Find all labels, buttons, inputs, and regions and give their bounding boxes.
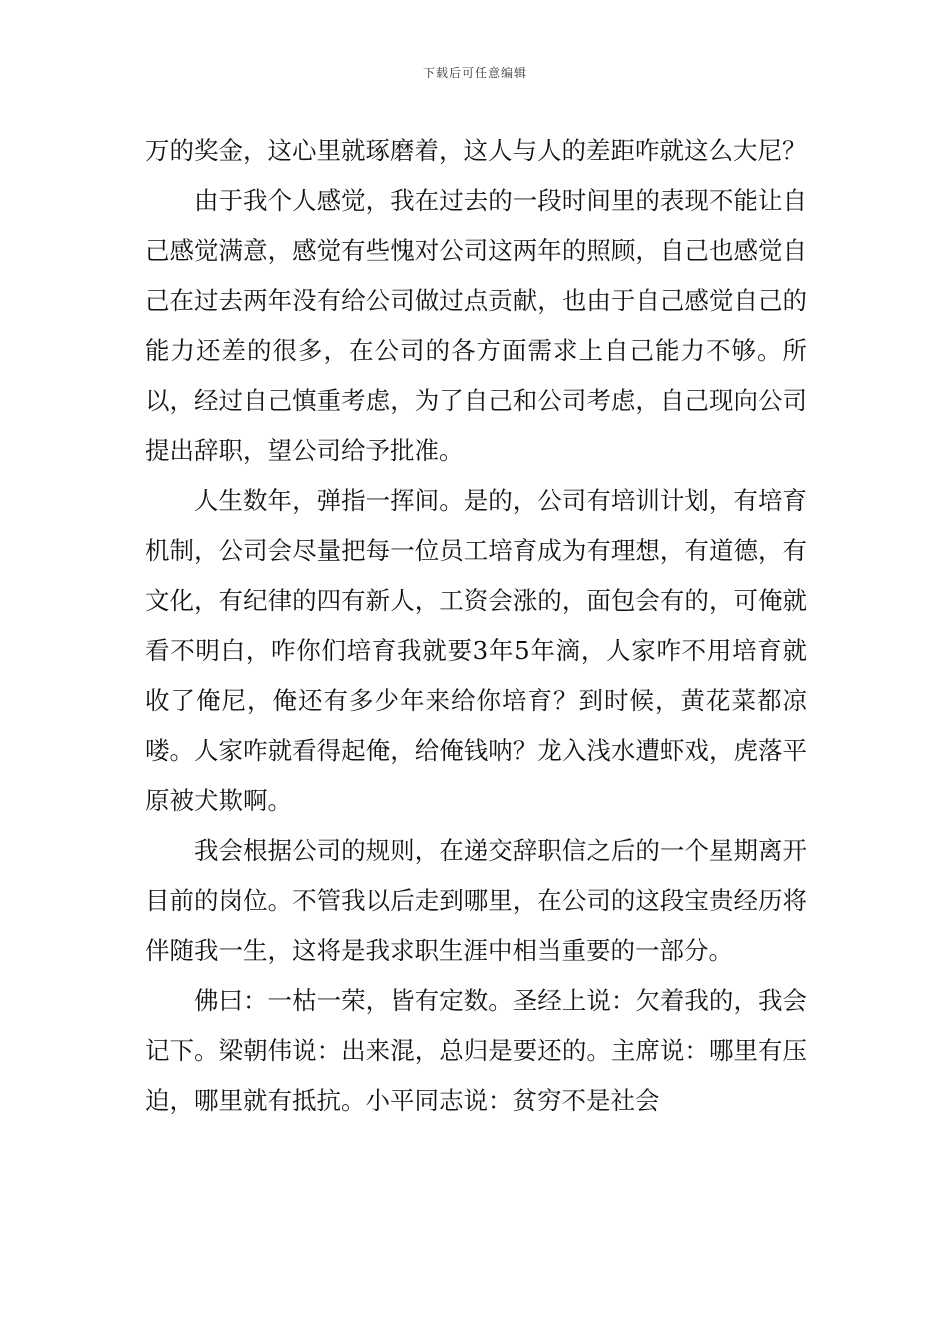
paragraph-2: 由于我个人感觉，我在过去的一段时间里的表现不能让自己感觉满意，感觉有些愧对公司这两年的照顾，自己也感觉自己在过去两年没有给公司做过点贡献，也由于自己感觉自己的能力还差的很多，在公司的各方面需求上自己能力不够。所以，经过自己慎重考虑，为了自己和公司考虑，自己现向公司提出辞职，望公司给予批准。	[145, 186, 807, 465]
paragraph-4: 我会根据公司的规则，在递交辞职信之后的一个星期离开目前的岗位。不管我以后走到哪里，在公司的这段宝贵经历将伴随我一生，这将是我求职生涯中相当重要的一部分。	[145, 836, 807, 965]
document-body	[145, 126, 807, 1126]
paragraph-5: 佛曰：一枯一荣，皆有定数。圣经上说：欠着我的，我会记下。梁朝伟说：出来混，总归是要还的。主席说：哪里有压迫，哪里就有抵抗。小平同志说：贫穷不是社会	[145, 986, 807, 1115]
page-header: 下载后可任意编辑	[422, 66, 527, 80]
paragraph-3: 人生数年，弹指一挥间。是的，公司有培训计划，有培育机制，公司会尽量把每一位员工培育成为有理想，有道德，有文化，有纪律的四有新人，工资会涨的，面包会有的，可俺就看不明白，咋你们培育我就要3年5年滴，人家咋不用培育就收了俺尼，俺还有多少年来给你培育？到时候，黄花菜都凉喽。人家咋就看得起俺，给俺钱呐？龙入浅水遭虾戏，虎落平原被犬欺啊。	[145, 486, 807, 815]
paragraph-1: 万的奖金，这心里就琢磨着，这人与人的差距咋就这么大尼？	[145, 136, 807, 165]
